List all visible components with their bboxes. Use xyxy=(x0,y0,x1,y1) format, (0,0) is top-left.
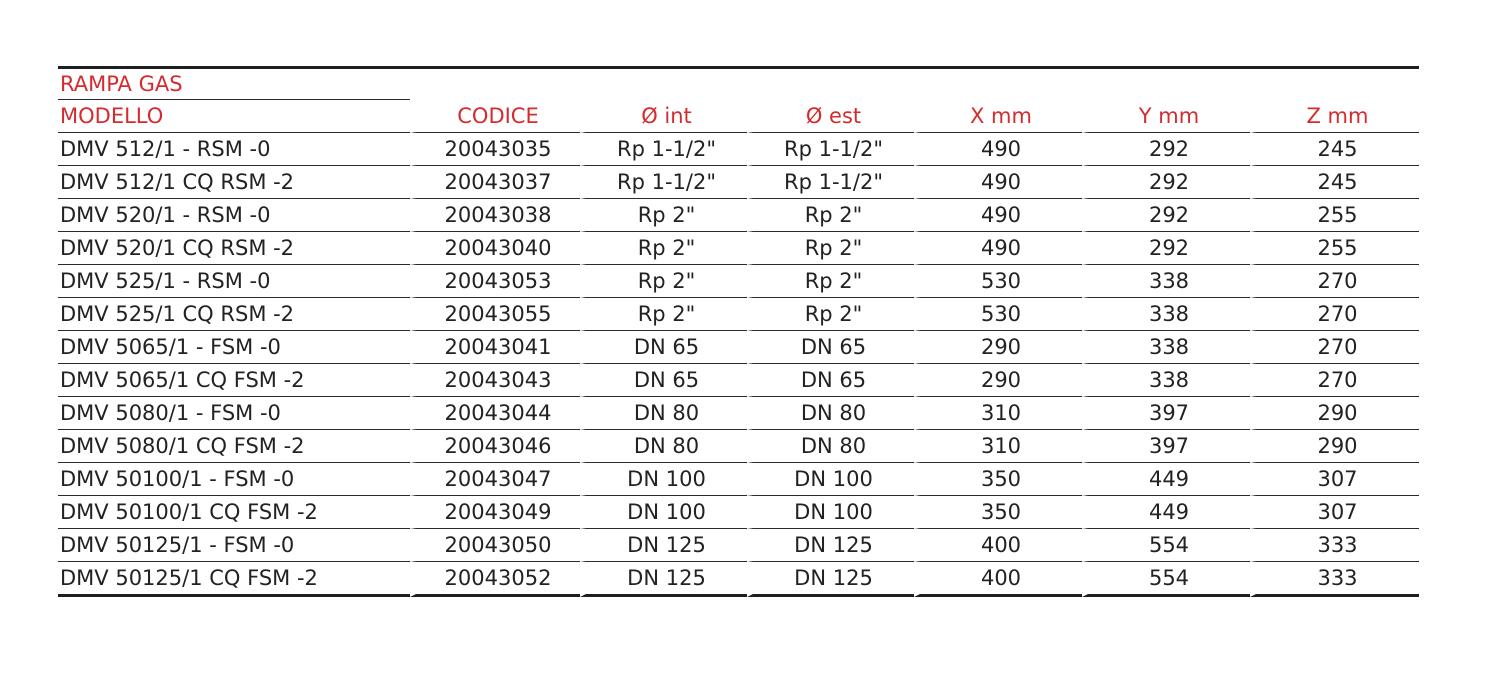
cell-diam-int: DN 65 xyxy=(580,331,747,364)
table-row xyxy=(58,232,1419,265)
cell-codice: 20043043 xyxy=(410,364,580,397)
table-row xyxy=(58,496,1419,529)
cell-x-mm: 490 xyxy=(914,232,1082,265)
empty-cell xyxy=(914,69,1082,100)
cell-diam-int: Rp 1-1/2" xyxy=(580,166,747,199)
cell-y-mm: 292 xyxy=(1082,232,1250,265)
table-body xyxy=(58,133,1419,597)
cell-y-mm: 292 xyxy=(1082,133,1250,166)
cell-modello: DMV 512/1 CQ RSM -2 xyxy=(58,166,410,199)
cell-diam-est: DN 125 xyxy=(747,529,914,562)
cell-x-mm: 490 xyxy=(914,199,1082,232)
table-row xyxy=(58,331,1419,364)
cell-x-mm: 310 xyxy=(914,430,1082,463)
cell-diam-int: Rp 2" xyxy=(580,265,747,298)
cell-diam-int: DN 100 xyxy=(580,496,747,529)
cell-diam-est: DN 65 xyxy=(747,364,914,397)
cell-codice: 20043040 xyxy=(410,232,580,265)
cell-diam-est: Rp 1-1/2" xyxy=(747,133,914,166)
table-title-row xyxy=(58,69,1419,100)
cell-diam-est: DN 100 xyxy=(747,463,914,496)
table-row xyxy=(58,397,1419,430)
cell-x-mm: 530 xyxy=(914,265,1082,298)
cell-z-mm: 270 xyxy=(1250,298,1419,331)
cell-codice: 20043038 xyxy=(410,199,580,232)
cell-diam-est: Rp 1-1/2" xyxy=(747,166,914,199)
cell-z-mm: 255 xyxy=(1250,232,1419,265)
cell-codice: 20043037 xyxy=(410,166,580,199)
cell-modello: DMV 525/1 CQ RSM -2 xyxy=(58,298,410,331)
cell-diam-est: Rp 2" xyxy=(747,232,914,265)
cell-modello: DMV 5065/1 CQ FSM -2 xyxy=(58,364,410,397)
cell-y-mm: 292 xyxy=(1082,166,1250,199)
table-row xyxy=(58,265,1419,298)
cell-z-mm: 290 xyxy=(1250,397,1419,430)
cell-diam-est: Rp 2" xyxy=(747,199,914,232)
cell-x-mm: 490 xyxy=(914,166,1082,199)
cell-x-mm: 400 xyxy=(914,529,1082,562)
header-x-mm: X mm xyxy=(914,100,1082,133)
cell-x-mm: 350 xyxy=(914,496,1082,529)
cell-x-mm: 530 xyxy=(914,298,1082,331)
header-y-mm: Y mm xyxy=(1082,100,1250,133)
cell-z-mm: 333 xyxy=(1250,529,1419,562)
empty-cell xyxy=(1082,69,1250,100)
cell-codice: 20043055 xyxy=(410,298,580,331)
cell-diam-est: DN 125 xyxy=(747,562,914,597)
cell-codice: 20043046 xyxy=(410,430,580,463)
cell-diam-int: Rp 1-1/2" xyxy=(580,133,747,166)
cell-y-mm: 338 xyxy=(1082,364,1250,397)
cell-codice: 20043053 xyxy=(410,265,580,298)
table-row xyxy=(58,364,1419,397)
cell-codice: 20043035 xyxy=(410,133,580,166)
cell-diam-int: DN 125 xyxy=(580,562,747,597)
table-row xyxy=(58,463,1419,496)
table-row xyxy=(58,430,1419,463)
cell-x-mm: 290 xyxy=(914,331,1082,364)
cell-z-mm: 270 xyxy=(1250,265,1419,298)
cell-modello: DMV 50100/1 CQ FSM -2 xyxy=(58,496,410,529)
cell-diam-int: DN 80 xyxy=(580,397,747,430)
cell-z-mm: 307 xyxy=(1250,496,1419,529)
cell-z-mm: 333 xyxy=(1250,562,1419,597)
cell-z-mm: 245 xyxy=(1250,133,1419,166)
cell-x-mm: 310 xyxy=(914,397,1082,430)
table-row xyxy=(58,133,1419,166)
cell-diam-int: Rp 2" xyxy=(580,298,747,331)
cell-x-mm: 400 xyxy=(914,562,1082,597)
cell-y-mm: 397 xyxy=(1082,397,1250,430)
cell-modello: DMV 5080/1 - FSM -0 xyxy=(58,397,410,430)
cell-codice: 20043044 xyxy=(410,397,580,430)
cell-y-mm: 449 xyxy=(1082,496,1250,529)
cell-modello: DMV 512/1 - RSM -0 xyxy=(58,133,410,166)
empty-cell xyxy=(747,69,914,100)
cell-diam-est: DN 80 xyxy=(747,397,914,430)
cell-modello: DMV 5065/1 - FSM -0 xyxy=(58,331,410,364)
header-row xyxy=(58,100,1419,133)
header-diam-int: Ø int xyxy=(580,100,747,133)
cell-modello: DMV 50125/1 CQ FSM -2 xyxy=(58,562,410,597)
table-row xyxy=(58,529,1419,562)
table-title: RAMPA GAS xyxy=(58,69,410,100)
table-row xyxy=(58,199,1419,232)
gas-ramp-table xyxy=(58,69,1419,597)
header-z-mm: Z mm xyxy=(1250,100,1419,133)
cell-z-mm: 270 xyxy=(1250,364,1419,397)
empty-cell xyxy=(410,69,580,100)
cell-modello: DMV 520/1 CQ RSM -2 xyxy=(58,232,410,265)
header-diam-est: Ø est xyxy=(747,100,914,133)
cell-diam-est: DN 65 xyxy=(747,331,914,364)
cell-modello: DMV 520/1 - RSM -0 xyxy=(58,199,410,232)
cell-y-mm: 292 xyxy=(1082,199,1250,232)
cell-modello: DMV 5080/1 CQ FSM -2 xyxy=(58,430,410,463)
header-modello: MODELLO xyxy=(58,100,410,133)
cell-y-mm: 338 xyxy=(1082,298,1250,331)
cell-diam-int: DN 100 xyxy=(580,463,747,496)
cell-y-mm: 554 xyxy=(1082,529,1250,562)
cell-diam-int: DN 65 xyxy=(580,364,747,397)
cell-codice: 20043052 xyxy=(410,562,580,597)
cell-modello: DMV 50125/1 - FSM -0 xyxy=(58,529,410,562)
cell-x-mm: 350 xyxy=(914,463,1082,496)
cell-codice: 20043041 xyxy=(410,331,580,364)
cell-z-mm: 290 xyxy=(1250,430,1419,463)
cell-z-mm: 255 xyxy=(1250,199,1419,232)
cell-z-mm: 307 xyxy=(1250,463,1419,496)
cell-codice: 20043049 xyxy=(410,496,580,529)
cell-codice: 20043050 xyxy=(410,529,580,562)
cell-diam-int: DN 125 xyxy=(580,529,747,562)
gas-ramp-table-sheet xyxy=(58,66,1419,597)
cell-y-mm: 338 xyxy=(1082,265,1250,298)
cell-y-mm: 397 xyxy=(1082,430,1250,463)
cell-y-mm: 449 xyxy=(1082,463,1250,496)
cell-diam-est: Rp 2" xyxy=(747,265,914,298)
cell-z-mm: 245 xyxy=(1250,166,1419,199)
cell-x-mm: 290 xyxy=(914,364,1082,397)
cell-y-mm: 554 xyxy=(1082,562,1250,597)
cell-x-mm: 490 xyxy=(914,133,1082,166)
cell-y-mm: 338 xyxy=(1082,331,1250,364)
cell-diam-int: Rp 2" xyxy=(580,232,747,265)
cell-modello: DMV 525/1 - RSM -0 xyxy=(58,265,410,298)
cell-modello: DMV 50100/1 - FSM -0 xyxy=(58,463,410,496)
cell-diam-int: DN 80 xyxy=(580,430,747,463)
cell-diam-est: Rp 2" xyxy=(747,298,914,331)
cell-diam-est: DN 100 xyxy=(747,496,914,529)
cell-codice: 20043047 xyxy=(410,463,580,496)
header-codice: CODICE xyxy=(410,100,580,133)
table-row xyxy=(58,298,1419,331)
empty-cell xyxy=(1250,69,1419,100)
empty-cell xyxy=(580,69,747,100)
cell-diam-est: DN 80 xyxy=(747,430,914,463)
cell-z-mm: 270 xyxy=(1250,331,1419,364)
cell-diam-int: Rp 2" xyxy=(580,199,747,232)
table-row xyxy=(58,166,1419,199)
table-row xyxy=(58,562,1419,597)
